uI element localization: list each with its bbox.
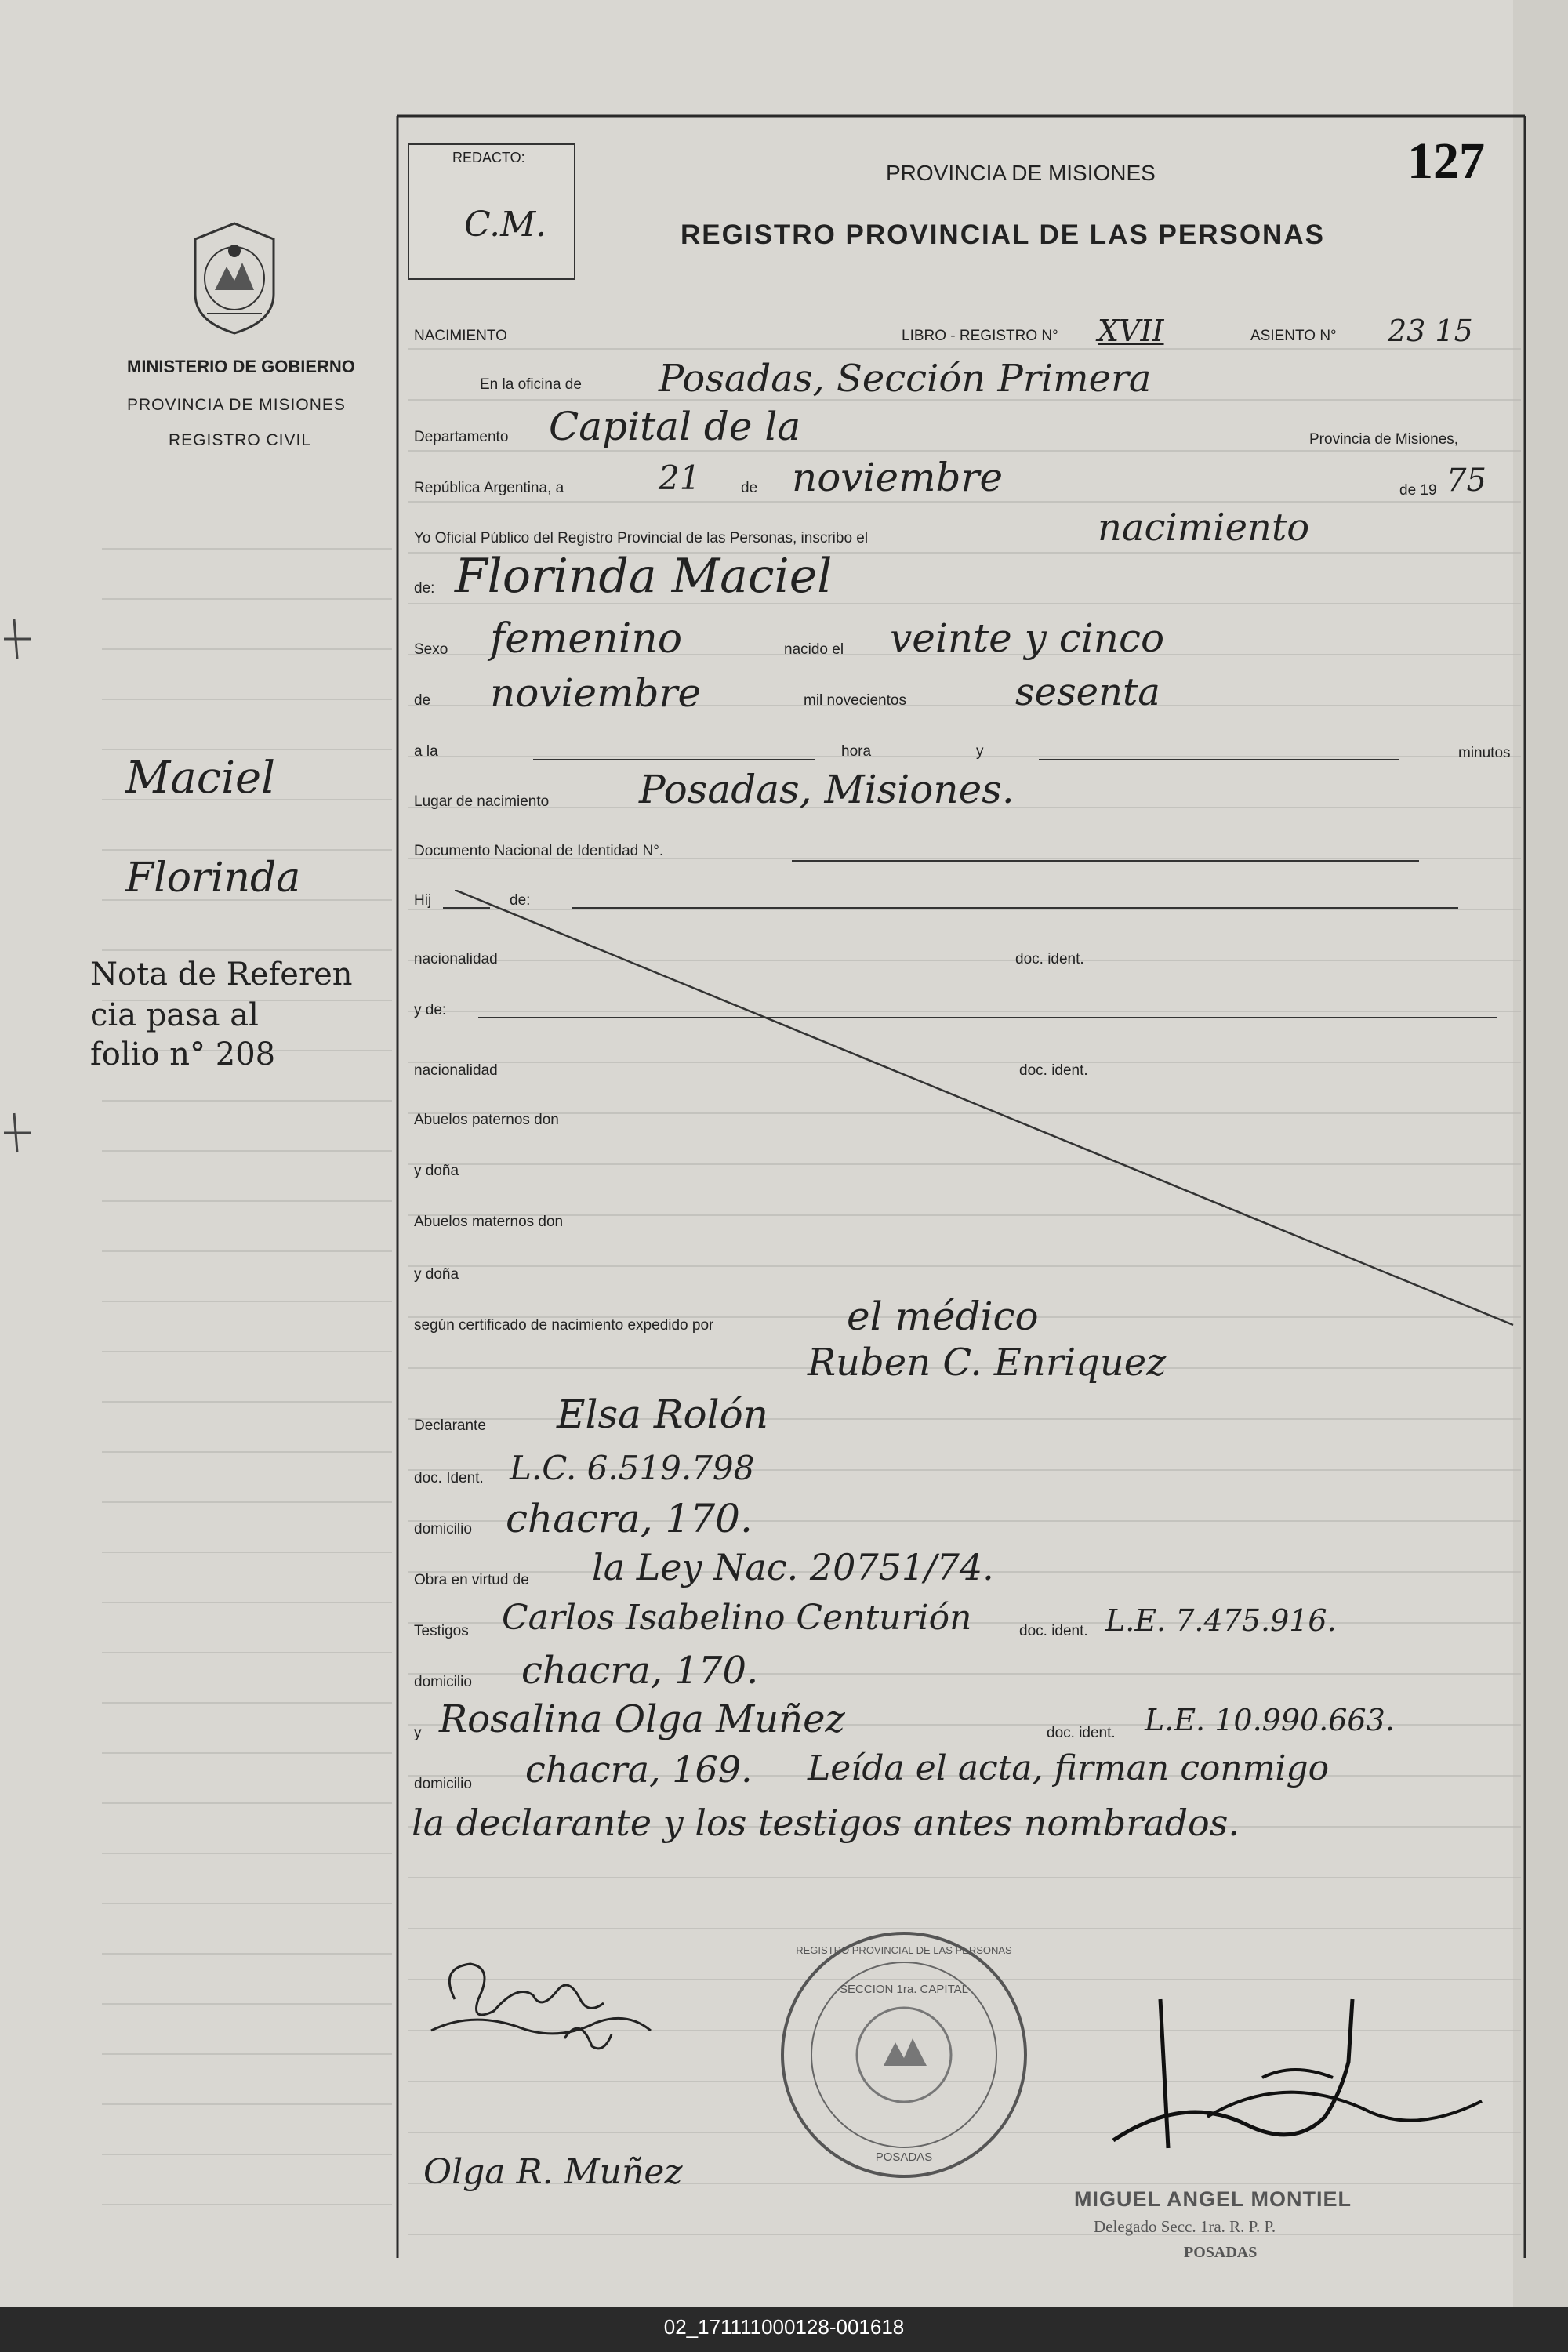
departamento-value: Capital de la: [549, 404, 801, 449]
margin-note-line1: Nota de Referen: [90, 956, 353, 993]
obra-label: Obra en virtud de: [414, 1572, 529, 1588]
ydona2-label: y doña: [414, 1266, 459, 1283]
docident3-label: doc. Ident.: [414, 1470, 484, 1486]
minutos-label: minutos: [1458, 745, 1511, 761]
nacionalidad2-label: nacionalidad: [414, 1062, 498, 1079]
docident2-label: doc. ident.: [1019, 1062, 1088, 1079]
hora-blank: [533, 759, 815, 760]
ministry-line2: PROVINCIA DE MISIONES: [127, 396, 346, 414]
nacido-label: nacido el: [784, 641, 844, 658]
dia-value: 21: [659, 459, 701, 497]
domicilio2-value: chacra, 170.: [521, 1649, 759, 1693]
nacionalidad-label: nacionalidad: [414, 951, 498, 967]
de2-label: de:: [414, 580, 435, 597]
dni-blank: [792, 860, 1419, 862]
stamp-bottom-text: POSADAS: [875, 2151, 933, 2164]
sexo-label: Sexo: [414, 641, 448, 658]
abuelos-mat-label: Abuelos maternos don: [414, 1214, 564, 1230]
provincia-suffix: Provincia de Misiones,: [1309, 431, 1459, 448]
minutos-blank: [1039, 759, 1399, 760]
yde-label: y de:: [414, 1002, 447, 1018]
doc-ident-label: doc. ident.: [1019, 1623, 1088, 1639]
docident3-value: L.C. 6.519.798: [510, 1449, 755, 1487]
obra-value: la Ley Nac. 20751/74.: [592, 1546, 994, 1588]
footer-image-id: 02_171111000128-001618: [663, 2315, 905, 2339]
ala-label: a la: [414, 743, 438, 760]
cancel-diagonal-line: [455, 890, 1521, 1329]
margin-note-line2: cia pasa al: [90, 997, 259, 1033]
y2-label: y: [414, 1725, 422, 1741]
y-label: y: [976, 743, 984, 760]
provincial-seal-icon: [183, 220, 285, 337]
docident-label: doc. ident.: [1015, 951, 1084, 967]
abuelos-pat-label: Abuelos paternos don: [414, 1112, 559, 1128]
docident4-label: doc. ident.: [1047, 1725, 1116, 1741]
registry-heading: REGISTRO PROVINCIAL DE LAS PERSONAS: [681, 220, 1325, 250]
departamento-label: Departamento: [414, 429, 509, 445]
medico-value: Ruben C. Enriquez: [808, 1341, 1167, 1385]
stamp-top-text: REGISTRO PROVINCIAL DE LAS PERSONAS: [796, 1944, 1012, 1956]
official-city: POSADAS: [1184, 2244, 1258, 2261]
hora-label: hora: [841, 743, 872, 760]
anio-nac-value: sesenta: [1015, 670, 1160, 714]
margin-given-name: Florinda: [125, 855, 301, 902]
oficina-value: Posadas, Sección Primera: [659, 357, 1152, 401]
republica-label: República Argentina, a: [414, 480, 564, 496]
margin-surname: Maciel: [125, 753, 276, 804]
redacto-label: REDACTO:: [452, 150, 525, 165]
margin-note-line3: folio n° 208: [90, 1036, 276, 1073]
declarante-value: Elsa Rolón: [557, 1392, 768, 1437]
testigos-label: Testigos: [414, 1623, 469, 1639]
stamp-mid-text: SECCION 1ra. CAPITAL: [840, 1983, 968, 1996]
declarante-label: Declarante: [414, 1417, 486, 1434]
official-title: Delegado Secc. 1ra. R. P. P.: [1094, 2217, 1276, 2236]
redacto-box: [408, 143, 575, 280]
province-heading: PROVINCIA DE MISIONES: [886, 161, 1156, 185]
record-type-label: NACIMIENTO: [414, 328, 507, 344]
nacido-value: veinte y cinco: [890, 615, 1165, 661]
official-signature: [1090, 1976, 1529, 2164]
cierre-value: la declarante y los testigos antes nombrados.: [412, 1802, 1240, 1844]
sexo-value: femenino: [490, 615, 683, 662]
testigo2-doc: L.E. 10.990.663.: [1145, 1703, 1395, 1737]
domicilio-value: chacra, 170.: [506, 1496, 753, 1541]
testigo2-value: Rosalina Olga Muñez: [439, 1697, 845, 1741]
testigo1-doc: L.E. 7.475.916.: [1105, 1603, 1337, 1638]
domicilio-label: domicilio: [414, 1521, 472, 1537]
ministry-line3: REGISTRO CIVIL: [169, 431, 312, 449]
libro-value: XVII: [1098, 314, 1164, 348]
testigo1-value: Carlos Isabelino Centurión: [502, 1598, 972, 1638]
oficial-label: Yo Oficial Público del Registro Provincial de las Personas, inscribo el: [414, 530, 869, 546]
anio-label: de 19: [1399, 482, 1437, 499]
official-stamp: [778, 1929, 1030, 2181]
mes-nac-value: noviembre: [490, 670, 702, 716]
oficial-value: nacimiento: [1098, 506, 1310, 550]
dni-label: Documento Nacional de Identidad N°.: [414, 843, 664, 859]
asiento-value: 23 15: [1388, 314, 1473, 348]
asiento-label: ASIENTO N°: [1250, 328, 1337, 344]
certificado-label: según certificado de nacimiento expedido por: [414, 1317, 714, 1334]
de3-label: de: [414, 692, 431, 709]
lugar-value: Posadas, Misiones.: [639, 767, 1014, 812]
ministry-line1: MINISTERIO DE GOBIERNO: [127, 357, 355, 376]
sig2-text: Olga R. Muñez: [423, 2152, 683, 2192]
leida-value: Leída el acta, firman conmigo: [808, 1748, 1330, 1788]
lugar-label: Lugar de nacimiento: [414, 793, 550, 810]
anio-value: 75: [1446, 463, 1486, 499]
mes-value: noviembre: [792, 455, 1004, 500]
hij-label: Hij: [414, 892, 432, 909]
ydona1-label: y doña: [414, 1163, 459, 1179]
certificado-value: el médico: [847, 1294, 1039, 1339]
page-number: 127: [1407, 132, 1485, 190]
domicilio2-label: domicilio: [414, 1674, 472, 1690]
libro-label: LIBRO - REGISTRO N°: [902, 328, 1058, 344]
official-name: MIGUEL ANGEL MONTIEL: [1074, 2187, 1352, 2211]
nombre-value: Florinda Maciel: [455, 549, 833, 604]
de4-label: de:: [510, 892, 531, 909]
domicilio3-value: chacra, 169.: [525, 1748, 753, 1791]
de-label: de: [741, 480, 758, 496]
oficina-label: En la oficina de: [480, 376, 582, 393]
mil-label: mil novecientos: [804, 692, 906, 709]
domicilio3-label: domicilio: [414, 1776, 472, 1792]
redacto-value: C.M.: [464, 205, 547, 245]
